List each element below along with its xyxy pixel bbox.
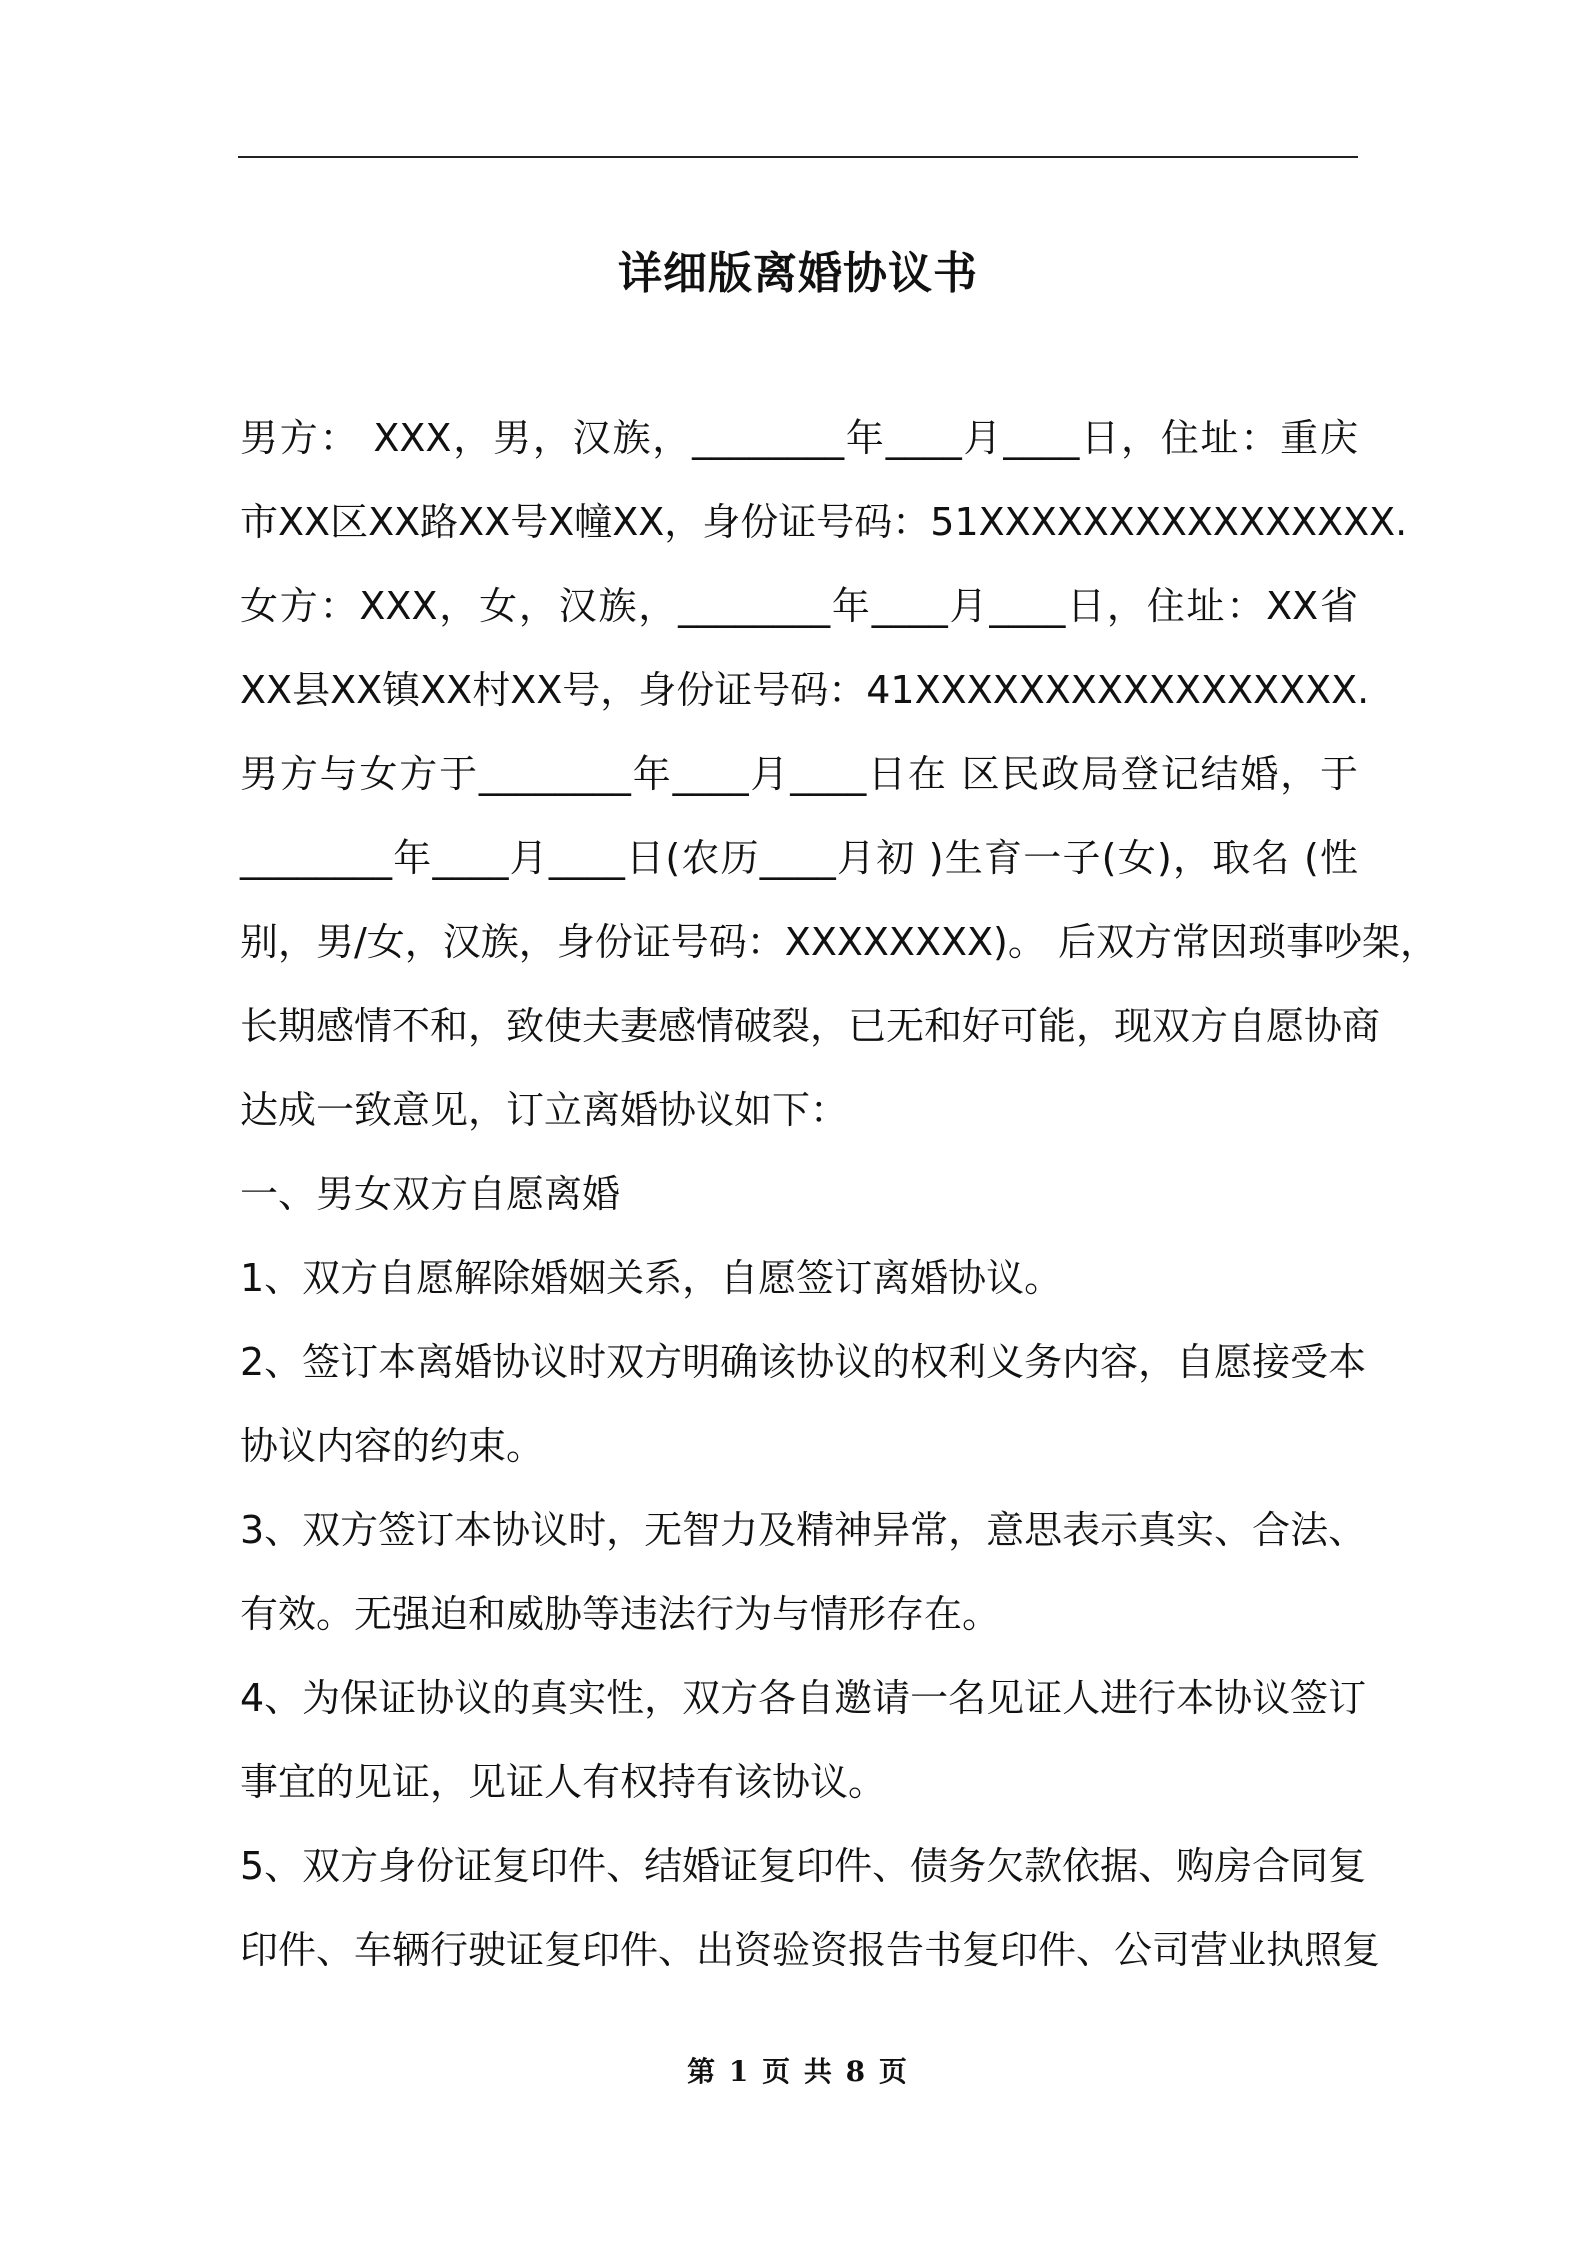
body-line: 协议内容的约束。 [240,1424,545,1468]
page-number: 第 1 页 共 8 页 [687,2055,909,2088]
body-line: 长期感情不和，致使夫妻感情破裂，已无和好可能，现双方自愿协商 [240,1004,1381,1048]
body-line: 2、签订本离婚协议时双方明确该协议的权利义务内容，自愿接受本 [240,1340,1367,1384]
document-title: 详细版离婚协议书 [618,248,978,300]
body-line: 有效。无强迫和威胁等违法行为与情形存在。 [240,1592,1001,1636]
body-line: 一、男女双方自愿离婚 [240,1172,621,1216]
body-line: 男方： XXX，男，汉族，________年____月____日，住址：重庆 [240,416,1358,460]
body-line: XX县XX镇XX村XX号，身份证号码：41XXXXXXXXXXXXXXXXX. [240,668,1370,712]
body-line: 市XX区XX路XX号X幢XX，身份证号码：51XXXXXXXXXXXXXXXX. [240,500,1408,544]
body-line: 别，男/女，汉族，身份证号码：XXXXXXXX)。 后双方常因琐事吵架， [240,920,1438,964]
document-body [240,396,1438,1992]
body-line: 4、为保证协议的真实性，双方各自邀请一名见证人进行本协议签订 [240,1676,1367,1720]
body-line: 女方：XXX，女，汉族，________年____月____日，住址：XX省 [240,584,1358,628]
body-line: 事宜的见证，见证人有权持有该协议。 [240,1760,887,1804]
body-line: 男方与女方于________年____月____日在 区民政局登记结婚，于 [240,752,1358,796]
body-line: ________年____月____日(农历____月初 )生育一子(女)，取名 (性 [240,836,1358,880]
header-rule [238,156,1358,158]
body-line: 1、双方自愿解除婚姻关系，自愿签订离婚协议。 [240,1256,1063,1300]
body-line: 印件、车辆行驶证复印件、出资验资报告书复印件、公司营业执照复 [240,1928,1381,1972]
body-line: 3、双方签订本协议时，无智力及精神异常，意思表示真实、合法、 [240,1508,1367,1552]
body-line: 5、双方身份证复印件、结婚证复印件、债务欠款依据、购房合同复 [240,1844,1367,1888]
body-line: 达成一致意见，订立离婚协议如下： [240,1088,849,1132]
